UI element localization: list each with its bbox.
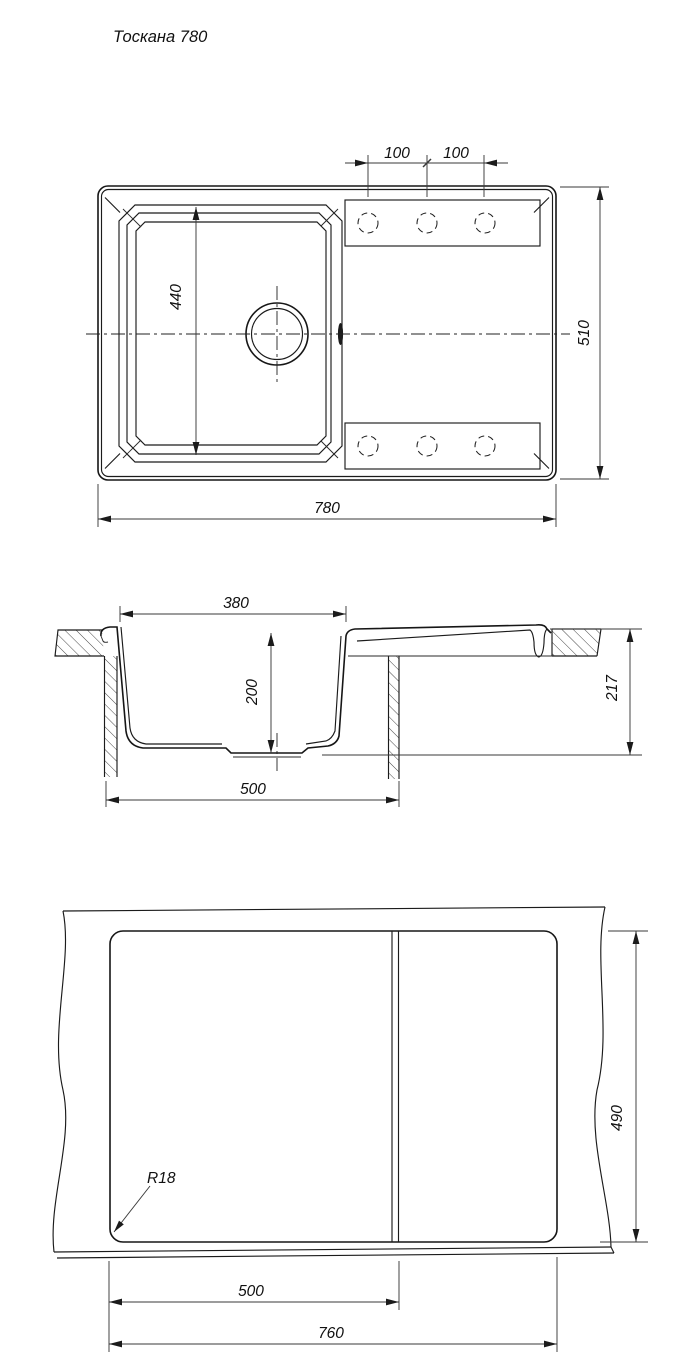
tap-hole-strips xyxy=(345,200,540,469)
dim-divider-offset xyxy=(109,1261,399,1352)
dim-label-490: 490 xyxy=(609,1105,626,1131)
dim-bowl-depth xyxy=(244,633,274,753)
center-lines xyxy=(86,286,570,384)
dim-label-500-cutout: 500 xyxy=(238,1283,264,1300)
cabinet-wall-right xyxy=(389,656,400,779)
dim-cutout-width xyxy=(109,1257,557,1352)
tap-strip-top xyxy=(345,200,540,246)
dim-bowl-top-width xyxy=(120,595,346,622)
cabinet-wall-left xyxy=(105,656,118,777)
section-view xyxy=(55,595,642,807)
dim-label-510: 510 xyxy=(576,320,593,346)
dim-label-440: 440 xyxy=(168,284,185,310)
sink-profile xyxy=(101,625,552,771)
corner-radius-callout xyxy=(114,1170,176,1232)
dim-overall-width xyxy=(98,484,556,527)
dim-label-380: 380 xyxy=(223,595,249,612)
sink-outer-edge xyxy=(98,186,556,480)
dim-label-760: 760 xyxy=(318,1325,344,1342)
countertop-panel xyxy=(53,907,614,1258)
tap-strip-bottom xyxy=(345,423,540,469)
dim-label-200: 200 xyxy=(244,679,261,705)
bowl-corner-seams xyxy=(123,209,338,458)
countertop-right xyxy=(552,629,601,656)
dim-label-100-right: 100 xyxy=(443,145,469,162)
dim-cutout-depth xyxy=(600,931,648,1242)
top-view xyxy=(86,145,609,527)
dim-cabinet-width xyxy=(106,781,399,807)
dim-label-780: 780 xyxy=(314,500,340,517)
countertop-left xyxy=(55,630,104,656)
cutout-opening xyxy=(110,931,557,1242)
dim-overall-depth xyxy=(560,187,609,479)
dim-label-100-left: 100 xyxy=(384,145,410,162)
tap-hole-circles xyxy=(358,213,495,456)
cutout-divider xyxy=(392,931,399,1242)
dim-label-500-section: 500 xyxy=(240,781,266,798)
dim-bowl-length xyxy=(168,207,199,455)
drawing-title: Тоскана 780 xyxy=(113,28,208,46)
cutout-view xyxy=(53,907,648,1352)
rim-corner-seams xyxy=(105,198,549,469)
dim-label-217: 217 xyxy=(604,675,621,701)
dim-label-r18: R18 xyxy=(147,1170,176,1187)
